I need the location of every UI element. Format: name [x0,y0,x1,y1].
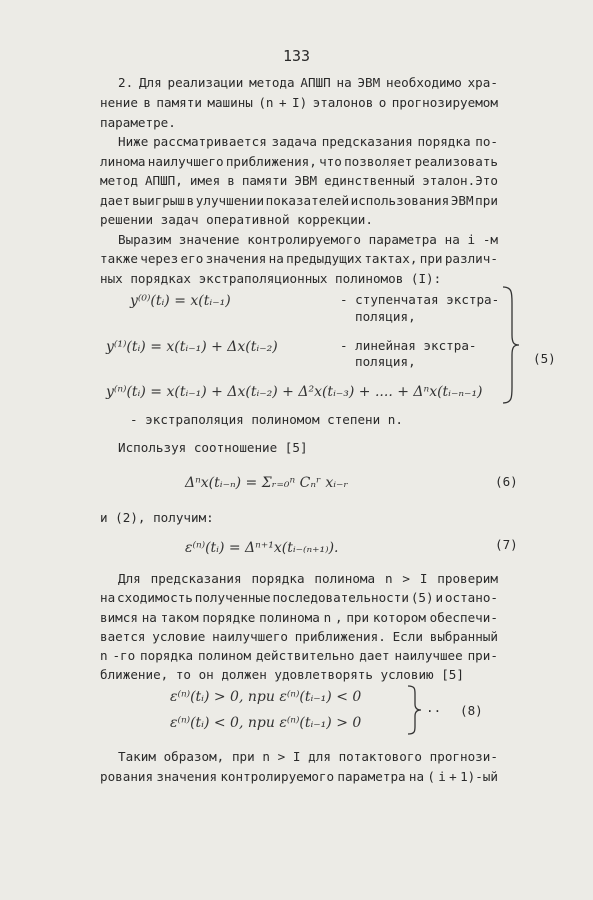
side-note: - линейная экстра- [340,338,477,353]
text-line: Ниже рассматривается задача предсказания порядка по- [118,134,498,149]
equation-number: (7) [495,537,518,552]
punctuation: .. [426,700,442,715]
text-line: рования значения контролируемого параметра на ( i + 1)-ый [100,769,498,784]
text-line: дает выигрыш в улучшении показателей использования ЭВМ при [100,193,498,208]
text-line: 2. Для реализации метода АПШП на ЭВМ необходимо хра- [118,75,498,90]
formula-linear-extrapolation: y⁽¹⁾(tᵢ) = x(tᵢ₋₁) + Δx(tᵢ₋₂) [106,339,278,355]
side-note: - ступенчатая экстра- [340,292,500,307]
equation-number: (8) [460,703,483,718]
page-number: 133 [283,47,311,65]
formula-condition-a: ε⁽ⁿ⁾(tᵢ) > 0, при ε⁽ⁿ⁾(tᵢ₋₁) < 0 [170,689,362,705]
text-line: вимся на таком порядке полинома n , при котором обеспечи- [100,610,498,625]
text-line: Для предсказания порядка полинома n > I проверим [118,571,498,586]
text-line: и (2), получим: [100,510,214,525]
formula-finite-difference: Δⁿx(tᵢ₋ₙ) = Σᵣ₌₀ⁿ Cₙʳ xᵢ₋ᵣ [185,475,349,491]
text-line: нение в памяти машины (n + I) эталонов о прогнозируемом [100,95,498,110]
text-line: n -го порядка полином действительно дает наилучшее при- [100,648,498,663]
text-line: на сходимость полученные последовательности (5) и остано- [100,590,498,605]
text-line: линома наилучшего приближения, что позволяет реализовать [100,154,498,169]
side-note: - экстраполяция полиномом степени n. [130,412,403,427]
text-line: ных порядках экстраполяционных полиномов (I): [100,271,442,286]
side-note: поляция, [355,309,416,324]
text-line: параметре. [100,115,176,130]
formula-step-extrapolation: y⁽⁰⁾(tᵢ) = x(tᵢ₋₁) [130,293,231,309]
formula-condition-b: ε⁽ⁿ⁾(tᵢ) < 0, при ε⁽ⁿ⁾(tᵢ₋₁) > 0 [170,715,362,731]
text-line: также через его значения на предыдущих тактах, при различ- [100,251,498,266]
right-brace [500,285,522,405]
equation-number: (6) [495,474,518,489]
text-line: Используя соотношение [5] [118,440,308,455]
text-line: метод АПШП, имея в памяти ЭВМ единственный эталон.Это [100,173,498,188]
text-line: ближение, то он должен удовлетворять условию [5] [100,667,464,682]
text-line: Таким образом, при n > I для потактового прогнози- [118,749,498,764]
text-line: Выразим значение контролируемого параметра на i -м [118,232,498,247]
formula-polynomial-extrapolation: y⁽ⁿ⁾(tᵢ) = x(tᵢ₋₁) + Δx(tᵢ₋₂) + Δ²x(tᵢ₋₃) + .... + Δⁿx(tᵢ₋ₙ₋₁) [106,384,483,400]
text-line: решении задач оперативной коррекции. [100,212,373,227]
right-brace [406,684,424,736]
equation-number: (5) [533,351,556,366]
side-note: поляция, [355,354,416,369]
formula-error: ε⁽ⁿ⁾(tᵢ) = Δⁿ⁺¹x(tᵢ₋₍ₙ₊₁₎). [185,540,339,556]
text-line: вается условие наилучшего приближения. Если выбранный [100,629,498,644]
